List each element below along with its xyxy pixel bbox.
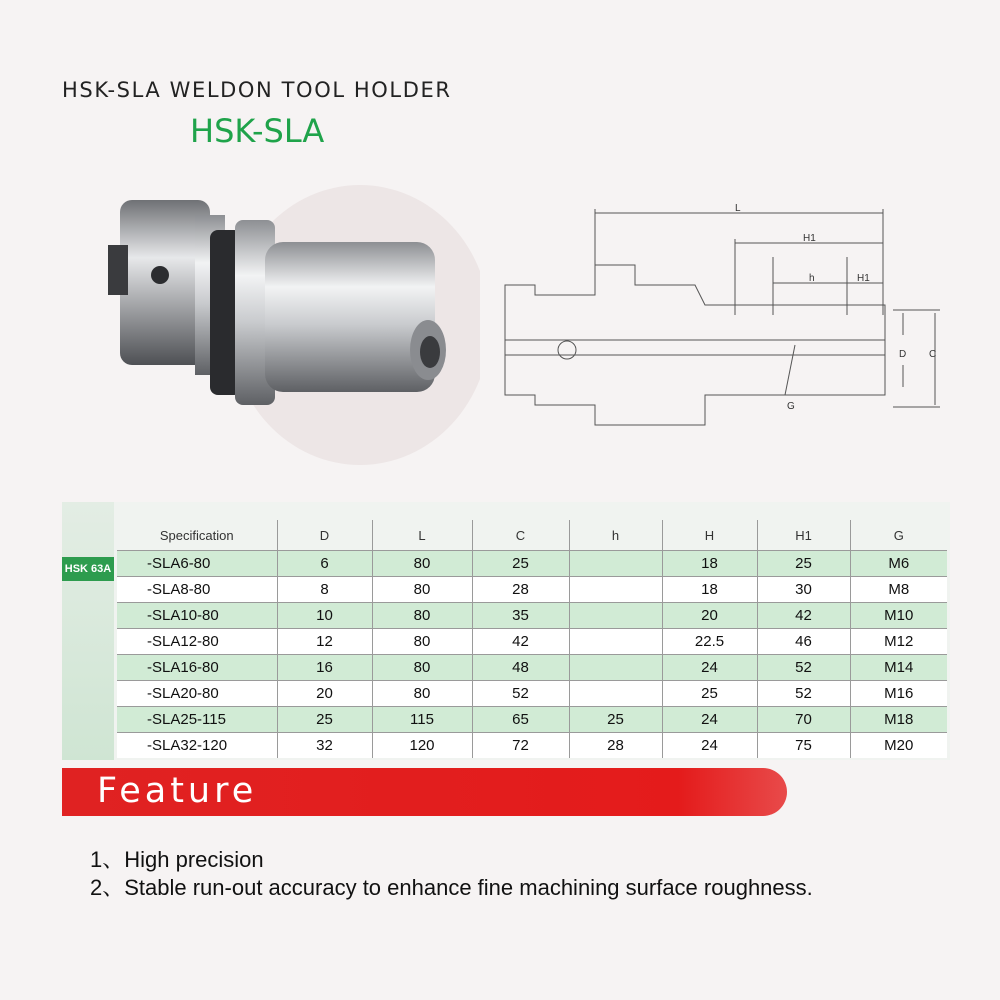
cell: M18 bbox=[850, 707, 947, 733]
header-c: C bbox=[472, 520, 569, 551]
cell: 72 bbox=[472, 733, 569, 759]
header-h1: H1 bbox=[757, 520, 850, 551]
feature-item: 2、Stable run-out accuracy to enhance fine machining surface roughness. bbox=[90, 875, 813, 900]
cell: 20 bbox=[662, 603, 757, 629]
cell bbox=[569, 577, 662, 603]
cell bbox=[569, 551, 662, 577]
cell: 48 bbox=[472, 655, 569, 681]
spec-table-panel bbox=[62, 502, 950, 760]
cell bbox=[569, 681, 662, 707]
cell: -SLA12-80 bbox=[117, 629, 277, 655]
table-row bbox=[117, 577, 947, 603]
cell: 115 bbox=[372, 707, 472, 733]
table-row bbox=[117, 733, 947, 759]
cell: -SLA6-80 bbox=[117, 551, 277, 577]
cell: 18 bbox=[662, 551, 757, 577]
cell: 6 bbox=[277, 551, 372, 577]
dim-d-label: D bbox=[899, 349, 907, 360]
table-row bbox=[117, 629, 947, 655]
cell: M8 bbox=[850, 577, 947, 603]
cell: 80 bbox=[372, 603, 472, 629]
dim-h-label: h bbox=[809, 273, 815, 284]
cell: M16 bbox=[850, 681, 947, 707]
cell: 24 bbox=[662, 655, 757, 681]
header-specification: Specification bbox=[117, 520, 277, 551]
cell: 24 bbox=[662, 733, 757, 759]
cell: 30 bbox=[757, 577, 850, 603]
cell: 20 bbox=[277, 681, 372, 707]
cell: M10 bbox=[850, 603, 947, 629]
tool-holder-photo bbox=[60, 160, 480, 490]
table-header-row bbox=[117, 520, 947, 551]
cell: 25 bbox=[757, 551, 850, 577]
cell: 28 bbox=[569, 733, 662, 759]
dim-c-label: C bbox=[929, 349, 937, 360]
cell: 52 bbox=[757, 681, 850, 707]
cell: 24 bbox=[662, 707, 757, 733]
cell: 25 bbox=[277, 707, 372, 733]
cell: 12 bbox=[277, 629, 372, 655]
cell: -SLA32-120 bbox=[117, 733, 277, 759]
page-subtitle: HSK-SLA bbox=[190, 112, 325, 150]
header-g: G bbox=[893, 527, 904, 543]
cell: -SLA8-80 bbox=[117, 577, 277, 603]
cell: 120 bbox=[372, 733, 472, 759]
header-d: D bbox=[277, 520, 372, 551]
dim-h1-label: H1 bbox=[803, 233, 816, 244]
cell: 52 bbox=[472, 681, 569, 707]
page-title: HSK-SLA WELDON TOOL HOLDER bbox=[62, 78, 452, 102]
dim-h1-small-label: H1 bbox=[857, 273, 870, 284]
cell: -SLA25-115 bbox=[117, 707, 277, 733]
feature-banner bbox=[62, 768, 787, 816]
cell: 80 bbox=[372, 577, 472, 603]
spec-table bbox=[117, 520, 947, 758]
technical-drawing bbox=[495, 195, 955, 455]
cell: M20 bbox=[850, 733, 947, 759]
table-row bbox=[117, 655, 947, 681]
cell: 22.5 bbox=[662, 629, 757, 655]
cell: M14 bbox=[850, 655, 947, 681]
cell: 32 bbox=[277, 733, 372, 759]
model-tag-column bbox=[62, 502, 114, 760]
cell: 80 bbox=[372, 551, 472, 577]
cell: 42 bbox=[472, 629, 569, 655]
cell: 80 bbox=[372, 681, 472, 707]
cell: 35 bbox=[472, 603, 569, 629]
cell: 16 bbox=[277, 655, 372, 681]
cell: 52 bbox=[757, 655, 850, 681]
model-tag: HSK 63A bbox=[62, 557, 114, 581]
cell bbox=[569, 603, 662, 629]
cell: 18 bbox=[662, 577, 757, 603]
header-l: L bbox=[372, 520, 472, 551]
cell: -SLA16-80 bbox=[117, 655, 277, 681]
table-row bbox=[117, 681, 947, 707]
dim-l-label: L bbox=[735, 203, 741, 214]
cell: -SLA10-80 bbox=[117, 603, 277, 629]
feature-title: Feature bbox=[97, 771, 258, 811]
cell: 10 bbox=[277, 603, 372, 629]
cell: 25 bbox=[569, 707, 662, 733]
header-h: H bbox=[662, 520, 757, 551]
cell: 25 bbox=[662, 681, 757, 707]
cell: 46 bbox=[757, 629, 850, 655]
cell: 80 bbox=[372, 629, 472, 655]
cell: 65 bbox=[472, 707, 569, 733]
cell: 25 bbox=[472, 551, 569, 577]
feature-list bbox=[90, 846, 813, 902]
cell bbox=[569, 655, 662, 681]
feature-item: 1、High precision bbox=[90, 847, 264, 872]
header-h-small: h bbox=[569, 520, 662, 551]
dim-g-label: G bbox=[787, 401, 795, 412]
cell: 70 bbox=[757, 707, 850, 733]
cell: -SLA20-80 bbox=[117, 681, 277, 707]
cell: 75 bbox=[757, 733, 850, 759]
table-row bbox=[117, 603, 947, 629]
cell bbox=[569, 629, 662, 655]
table-row bbox=[117, 551, 947, 577]
cell: M12 bbox=[850, 629, 947, 655]
table-row bbox=[117, 707, 947, 733]
cell: 80 bbox=[372, 655, 472, 681]
cell: M6 bbox=[850, 551, 947, 577]
cell: 42 bbox=[757, 603, 850, 629]
cell: 28 bbox=[472, 577, 569, 603]
cell: 8 bbox=[277, 577, 372, 603]
